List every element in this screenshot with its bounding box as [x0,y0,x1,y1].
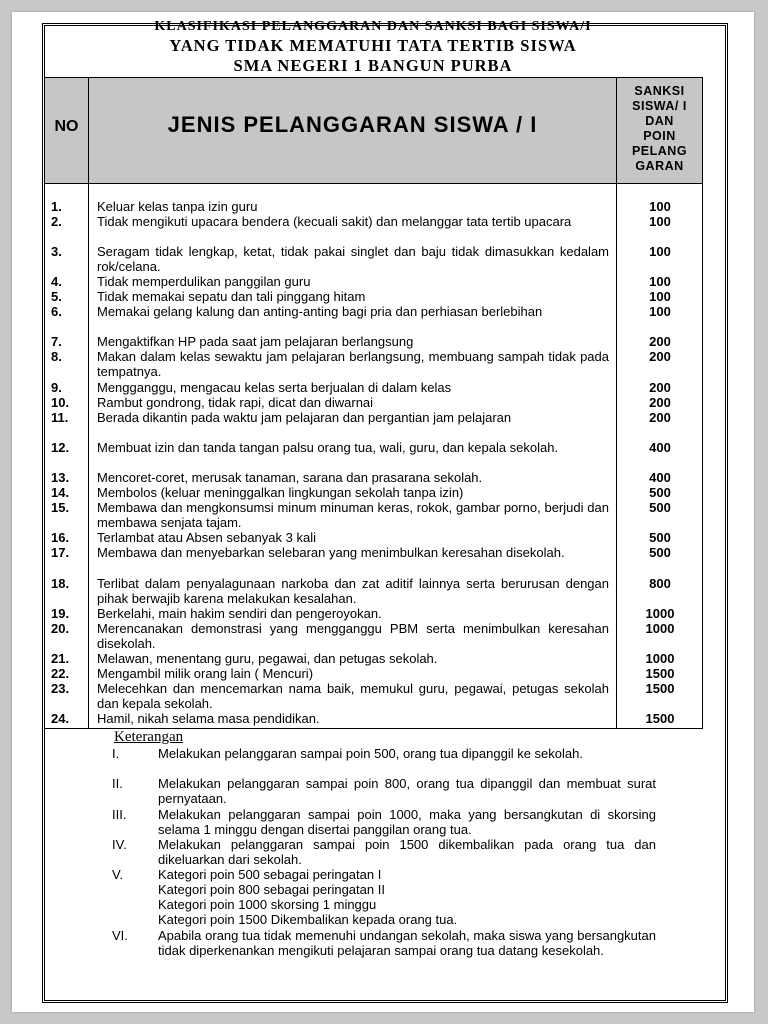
note-numeral: VI. [112,928,128,943]
row-points: 200 [649,410,671,425]
row-violation: Mencoret-coret, merusak tanaman, sarana dan prasarana sekolah. [97,470,483,485]
row-violation: Melawan, menentang guru, pegawai, dan petugas sekolah. [97,651,438,666]
row-points: 400 [649,440,671,455]
row-violation: Tidak memperdulikan panggilan guru [97,274,311,289]
row-number: 17. [51,545,70,560]
row-points: 1000 [645,651,675,666]
row-violation: Seragam tidak lengkap, ketat, tidak pakai singlet dan baju tidak dimasukkan kedalam rok/celana. [97,244,609,274]
row-violation: Makan dalam kelas sewaktu jam pelajaran berlangsung, membuang sampah tidak pada tempatnya. [97,349,609,379]
row-points: 100 [649,244,671,259]
row-violation: Melecehkan dan mencemarkan nama baik, memukul guru, pegawai, petugas sekolah dan kepala sekolah. [97,681,609,711]
header-sanksi-line: SISWA/ I [632,99,687,113]
row-violation: Keluar kelas tanpa izin guru [97,199,258,214]
row-violation: Tidak memakai sepatu dan tali pinggang hitam [97,289,366,304]
note-numeral: IV. [112,837,127,852]
row-number: 10. [51,395,70,410]
row-violation: Rambut gondrong, tidak rapi, dicat dan diwarnai [97,395,374,410]
row-number: 9. [51,380,62,395]
row-points: 400 [649,470,671,485]
row-points: 1000 [645,606,675,621]
note-text: Melakukan pelanggaran sampai poin 800, orang tua dipanggil dan membuat surat pernyataan. [158,776,656,806]
column-divider [88,183,89,728]
row-points: 500 [649,485,671,500]
row-number: 15. [51,500,70,515]
row-violation: Membuat izin dan tanda tangan palsu orang tua, wali, guru, dan kepala sekolah. [97,440,559,455]
header-sanksi [616,78,702,183]
header-sanksi-line: POIN [643,129,676,143]
title-line-2: YANG TIDAK MEMATUHI TATA TERTIB SISWA [169,36,577,55]
row-violation: Merencanakan demonstrasi yang mengganggu PBM serta menimbulkan keresahan disekolah. [97,621,609,651]
row-number: 8. [51,349,62,364]
row-number: 24. [51,711,70,726]
header-no: NO [45,78,89,183]
row-number: 13. [51,470,70,485]
note-line: Kategori poin 1500 Dikembalikan kepada orang tua. [158,912,458,927]
title-line-3: SMA NEGERI 1 BANGUN PURBA [233,56,513,75]
row-points: 100 [649,199,671,214]
row-points: 200 [649,334,671,349]
note-numeral: I. [112,746,120,761]
row-points: 1000 [645,621,675,636]
row-violation: Mengganggu, mengacau kelas serta berjualan di dalam kelas [97,380,452,395]
row-number: 6. [51,304,62,319]
note-numeral: III. [112,807,127,822]
table-body [44,183,703,729]
table-header [44,77,703,184]
row-violation: Memakai gelang kalung dan anting-anting bagi pria dan perhiasan berlebihan [97,304,543,319]
row-violation: Tidak mengikuti upacara bendera (kecuali sakit) dan melanggar tata tertib upacara [97,214,572,229]
row-number: 3. [51,244,62,259]
note-text: Melakukan pelanggaran sampai poin 1500 dikembalikan pada orang tua dan dikeluarkan dari sekolah. [158,837,656,867]
row-points: 1500 [645,681,675,696]
row-violation: Mengambil milik orang lain ( Mencuri) [97,666,314,681]
note-numeral: V. [112,867,124,882]
row-number: 21. [51,651,70,666]
header-sanksi-line: DAN [645,114,674,128]
row-number: 2. [51,214,62,229]
document-title [30,18,716,76]
note-text: Melakukan pelanggaran sampai poin 1000, maka yang bersangkutan di skorsing selama 1 minggu dengan disertai panggilan orang tua. [158,807,656,837]
row-points: 100 [649,274,671,289]
row-points: 500 [649,500,671,515]
note-numeral: II. [112,776,123,791]
header-sanksi-line: SANKSI [634,84,685,98]
row-number: 11. [51,410,69,425]
row-number: 5. [51,289,62,304]
row-number: 18. [51,576,70,591]
header-jenis-pelanggaran: JENIS PELANGGARAN SISWA / I [167,112,538,137]
row-number: 16. [51,530,70,545]
row-number: 23. [51,681,70,696]
row-points: 100 [649,214,671,229]
row-number: 4. [51,274,62,289]
note-line: Kategori poin 1000 skorsing 1 minggu [158,897,377,912]
row-violation: Berada dikantin pada waktu jam pelajaran dan pergantian jam pelajaran [97,410,512,425]
header-sanksi-line: GARAN [635,159,684,173]
row-violation: Membolos (keluar meninggalkan lingkungan sekolah tanpa izin) [97,485,464,500]
row-violation: Membawa dan mengkonsumsi minum minuman keras, rokok, gambar porno, berjudi dan membawa senjata tajam. [97,500,609,530]
note-line: Kategori poin 800 sebagai peringatan II [158,882,385,897]
row-points: 200 [649,380,671,395]
row-violation: Berkelahi, main hakim sendiri dan pengeroyokan. [97,606,382,621]
row-points: 100 [649,289,671,304]
row-points: 200 [649,349,671,364]
note-text [158,867,656,927]
row-points: 100 [649,304,671,319]
row-violation: Terlambat atau Absen sebanyak 3 kali [97,530,316,545]
note-line: Kategori poin 500 sebagai peringatan I [158,867,382,882]
title-line-1: KLASIFIKASI PELANGGARAN DAN SANKSI BAGI SISWA/I [154,19,592,34]
row-violation: Terlibat dalam penyalagunaan narkoba dan zat aditif lainnya serta berurusan dengan pihak berwajib karena melakukan kesalahan. [97,576,609,606]
row-violation: Membawa dan menyebarkan selebaran yang menimbulkan keresahan disekolah. [97,545,565,560]
row-number: 7. [51,334,62,349]
row-points: 800 [649,576,671,591]
keterangan-title: Keterangan [114,729,184,745]
row-violation: Hamil, nikah selama masa pendidikan. [97,711,320,726]
row-number: 12. [51,440,70,455]
row-number: 22. [51,666,70,681]
row-points: 500 [649,545,671,560]
row-points: 500 [649,530,671,545]
header-sanksi-line: PELANG [631,144,688,158]
row-number: 1. [51,199,62,214]
row-points: 1500 [645,666,675,681]
row-number: 19. [51,606,70,621]
row-violation: Mengaktifkan HP pada saat jam pelajaran berlangsung [97,334,414,349]
row-number: 20. [51,621,70,636]
column-divider [616,183,617,728]
row-points: 200 [649,395,671,410]
note-text: Apabila orang tua tidak memenuhi undangan sekolah, maka siswa yang bersangkutan tidak diperkenankan mengikuti pelajaran sampai orang tua datang kesekolah. [158,928,656,958]
row-number: 14. [51,485,70,500]
row-points: 1500 [645,711,675,726]
note-text: Melakukan pelanggaran sampai poin 500, orang tua dipanggil ke sekolah. [158,746,583,761]
